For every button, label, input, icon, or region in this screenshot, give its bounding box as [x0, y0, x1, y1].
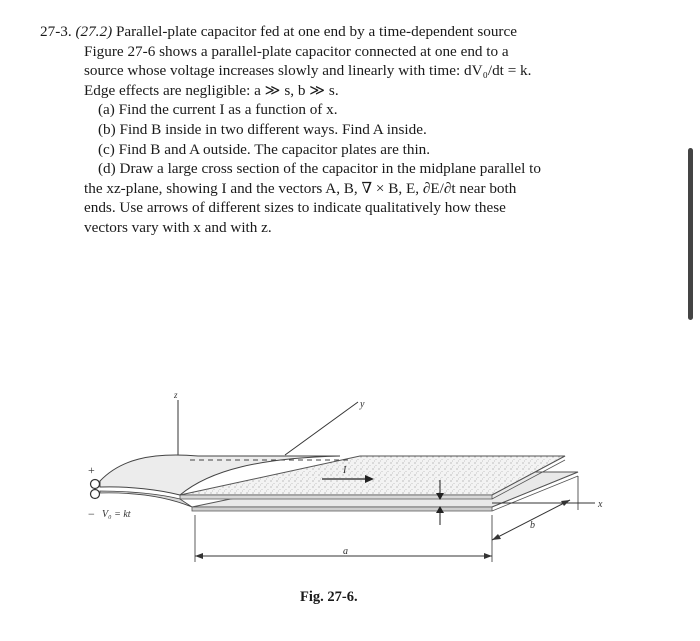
part-d-line-4: vectors vary with x and with z. — [84, 218, 272, 236]
part-d-line-3: ends. Use arrows of different sizes to indicate qualitatively how these — [84, 199, 506, 217]
minus-sign: − — [88, 507, 95, 521]
problem-ref: (27.2) — [75, 23, 113, 40]
z-axis-label: z — [174, 390, 178, 400]
capacitor-figure — [60, 360, 645, 588]
scrollbar-thumb[interactable] — [688, 148, 693, 320]
current-label: I — [343, 465, 347, 476]
part-b: (b) Find B inside in two different ways. Find A inside. — [98, 120, 427, 138]
plus-sign: + — [88, 463, 95, 477]
problem-number: 27-3. — [40, 23, 72, 40]
problem-body-line-1: Figure 27-6 shows a parallel-plate capacitor connected at one end to a — [84, 42, 509, 60]
y-axis-label: y — [360, 399, 365, 410]
capacitor-diagram — [60, 360, 645, 588]
problem-title: Parallel-plate capacitor fed at one end by a time-dependent source — [115, 23, 517, 40]
dimension-a-label: a — [343, 546, 348, 557]
part-d-line-2: the xz-plane, showing I and the vectors A, B, ∇ × B, E, ∂E/∂t near both — [84, 179, 517, 197]
figure-caption: Fig. 27-6. — [300, 589, 358, 605]
problem-text — [40, 22, 640, 238]
source-terminal-bottom — [91, 490, 100, 499]
problem-heading — [40, 22, 640, 42]
dimension-b-label: b — [530, 520, 535, 531]
problem-body-line-2: source whose voltage increases slowly and linearly with time: dV₀/dt = k. — [84, 62, 532, 80]
problem-body-line-3: Edge effects are negligible: a ≫ s, b ≫ s. — [84, 81, 339, 99]
part-d: (d) Draw a large cross section of the capacitor in the midplane parallel to — [98, 160, 541, 178]
lower-plate-edge — [192, 507, 492, 511]
source-label: V₀ = kt — [102, 509, 131, 520]
y-axis — [285, 402, 358, 455]
part-c: (c) Find B and A outside. The capacitor plates are thin. — [98, 140, 431, 158]
part-a: (a) Find the current I as a function of x. — [98, 101, 338, 119]
source-terminal-top — [91, 480, 100, 489]
x-axis-label: x — [598, 499, 603, 510]
upper-plate-edge — [180, 495, 492, 499]
